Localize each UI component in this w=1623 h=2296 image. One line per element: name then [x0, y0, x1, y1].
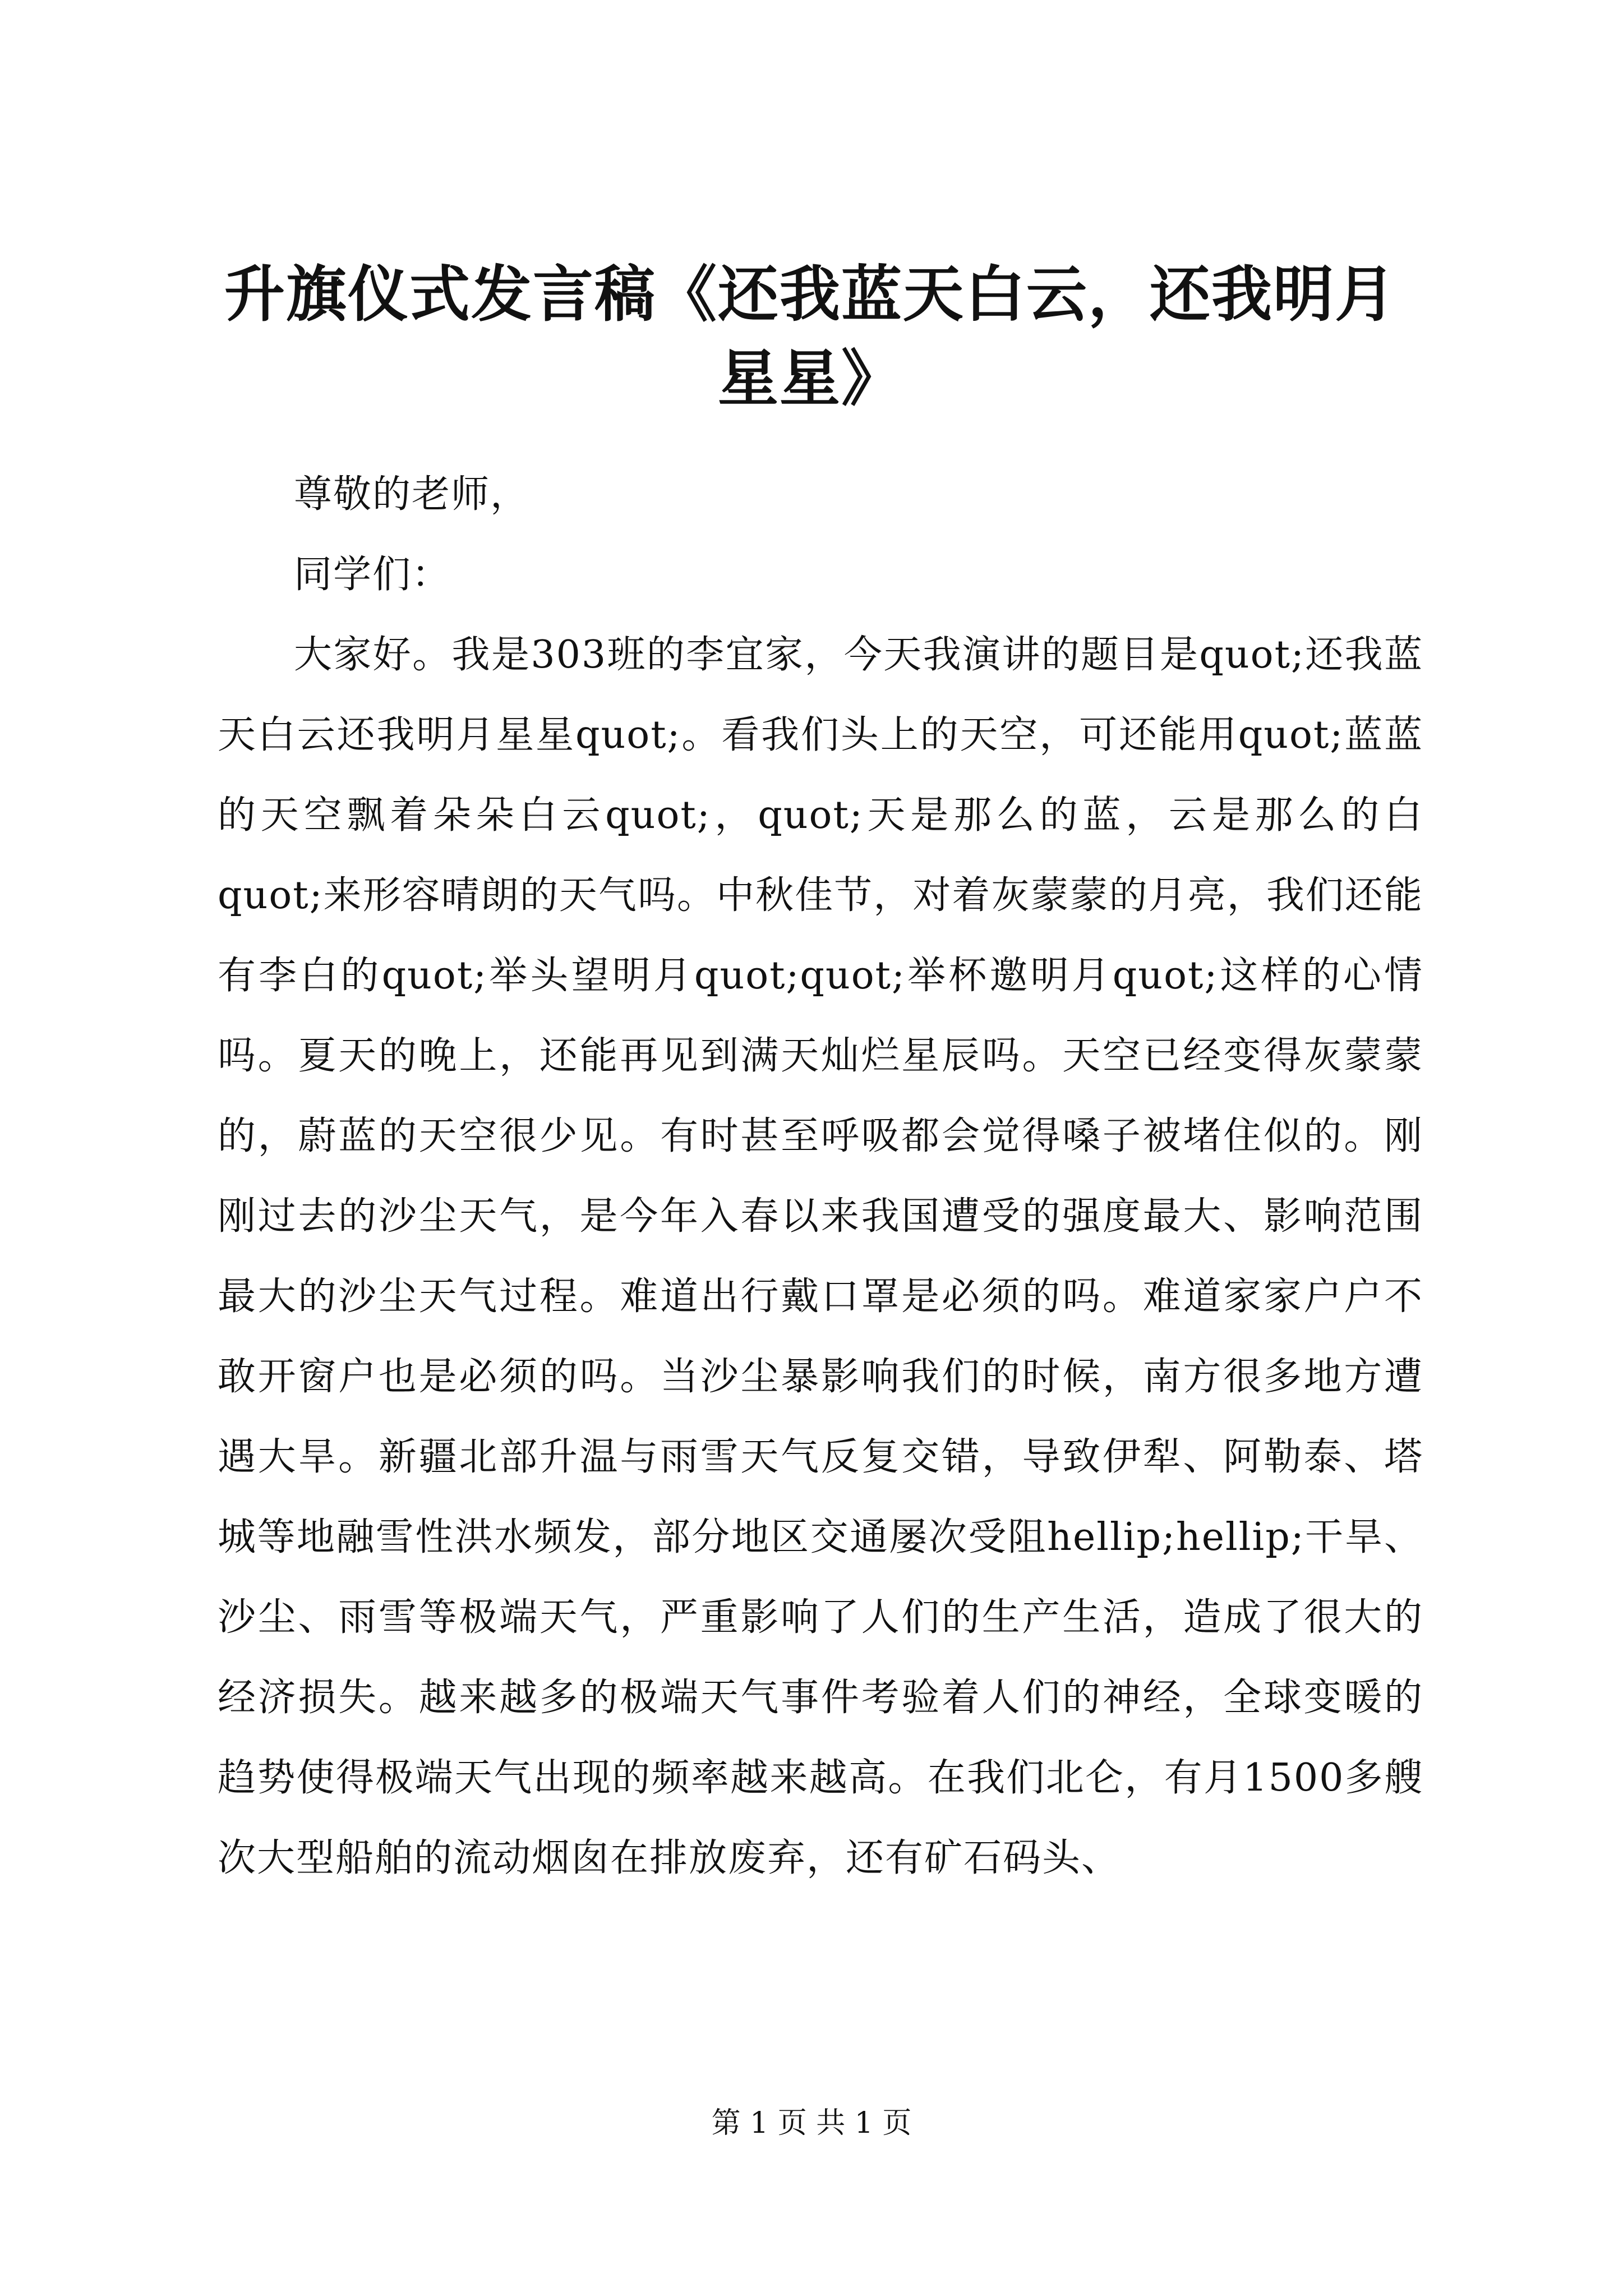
salutation-line-1: 尊敬的老师， [294, 472, 530, 517]
page-footer: 第 1 页 共 1 页 [711, 2106, 912, 2140]
document-title: 升旗仪式发言稿《还我蓝天白云，还我明月星星》 [224, 259, 1396, 414]
document-body [218, 454, 1423, 1898]
body-paragraph: 大家好。我是303班的李宜家，今天我演讲的题目是quot;还我蓝天白云还我明月星星quot;。看我们头上的天空，可还能用quot;蓝蓝的天空飘着朵朵白云quot;，quot;天是那么的蓝，云是那么的白quot;来形容晴朗的天气吗。中秋佳节，对着灰蒙蒙的月亮，我们还能有李白的quot;举头望明月quot;quot;举杯邀明月quot;这样的心情吗。夏天的晚上，还能再见到满天灿烂星辰吗。天空已经变得灰蒙蒙的，蔚蓝的天空很少见。有时甚至呼吸都会觉得嗓子被堵住似的。刚刚过去的沙尘天气，是今年入春以来我国遭受的强度最大、影响范围最大的沙尘天气过程。难道出行戴口罩是必须的吗。难道家家户户不敢开窗户也是必须的吗。当沙尘暴影响我们的时候，南方很多地方遭遇大旱。新疆北部升温与雨雪天气反复交错，导致伊犁、阿勒泰、塔城等地融雪性洪水频发，部分地区交通屡次受阻hellip;hellip;干旱、沙尘、雨雪等极端天气，严重影响了人们的生产生活，造成了很大的经济损失。越来越多的极端天气事件考验着人们的神经，全球变暖的趋势使得极端天气出现的频率越来越高。在我们北仑，有月1500多艘次大型船舶的流动烟囱在排放废弃，还有矿石码头、 [218, 633, 1423, 1880]
salutation-line-2: 同学们： [294, 553, 451, 597]
